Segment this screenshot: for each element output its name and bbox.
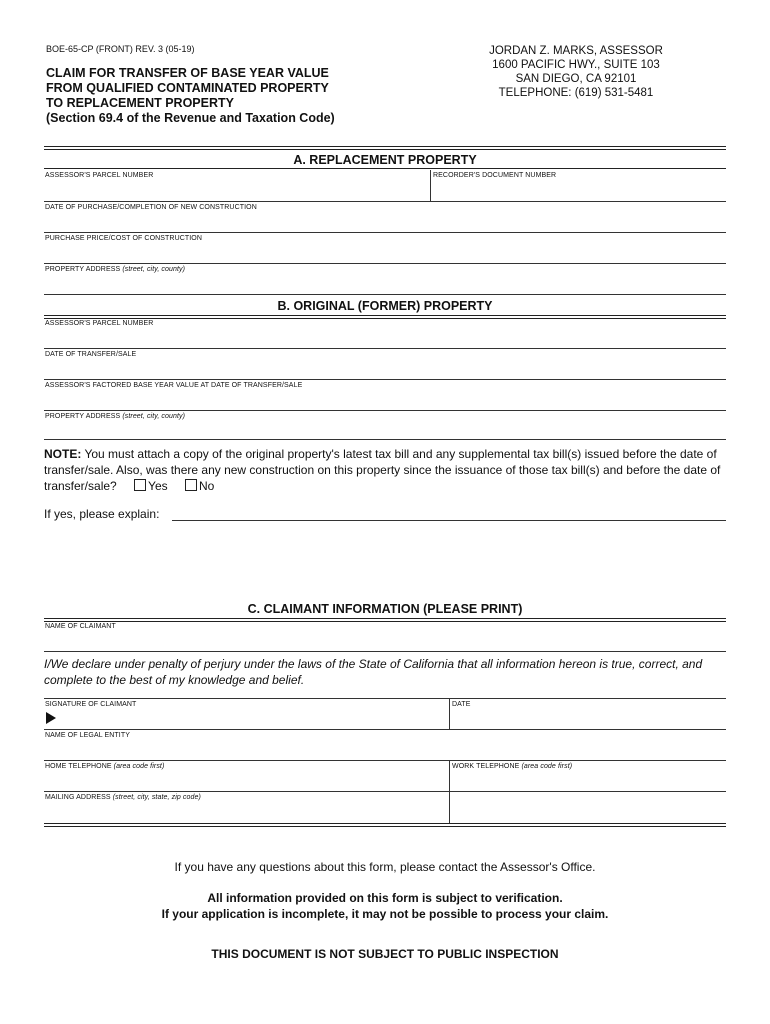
original-address-field[interactable] [44, 411, 726, 440]
field-label: DATE OF TRANSFER/SALE [45, 351, 137, 358]
title-line: TO REPLACEMENT PROPERTY [46, 96, 234, 110]
purchase-price-field[interactable] [44, 233, 726, 264]
work-telephone-field[interactable] [450, 761, 726, 792]
replacement-apn-field[interactable] [44, 170, 430, 202]
label-hint: (street, city, county) [122, 413, 186, 420]
explain-input-line[interactable] [172, 520, 726, 521]
contact-text: If you have any questions about this form, please contact the Assessor's Office. [174, 860, 596, 874]
form-id: BOE-65-CP (FRONT) REV. 3 (05-19) [46, 44, 195, 54]
field-label: ASSESSOR'S PARCEL NUMBER [45, 320, 154, 327]
mailing-address-field[interactable] [44, 792, 449, 823]
title-line: FROM QUALIFIED CONTAMINATED PROPERTY [46, 81, 329, 95]
label-hint: (area code first) [113, 763, 165, 770]
no-label: No [198, 479, 215, 493]
original-apn-field[interactable] [44, 318, 726, 349]
recorder-document-field[interactable] [431, 170, 726, 202]
label-text: PROPERTY ADDRESS [45, 266, 121, 273]
field-label: RECORDER'S DOCUMENT NUMBER [433, 172, 557, 179]
declaration-text: I/We declare under penalty of perjury under the laws of the State of California that all information hereon is true, correct, and complete to the best of my knowledge and belief. [44, 657, 703, 687]
field-label: ASSESSOR'S FACTORED BASE YEAR VALUE AT DATE OF TRANSFER/SALE [45, 382, 303, 389]
field-label: NAME OF LEGAL ENTITY [45, 732, 130, 739]
incomplete-warning: If your application is incomplete, it may not be possible to process your claim. [161, 907, 609, 921]
label-text: PROPERTY ADDRESS [45, 413, 121, 420]
signature-arrow-icon [46, 712, 56, 724]
section-b-title: B. ORIGINAL (FORMER) PROPERTY [277, 299, 493, 313]
note-paragraph [44, 446, 726, 494]
no-checkbox[interactable] [185, 479, 197, 491]
field-label [45, 763, 164, 770]
assessor-line: SAN DIEGO, CA 92101 [515, 73, 637, 85]
section-divider [44, 146, 726, 150]
field-label [45, 266, 185, 273]
public-inspection-notice: THIS DOCUMENT IS NOT SUBJECT TO PUBLIC INSPECTION [211, 947, 559, 961]
field-label: NAME OF CLAIMANT [45, 623, 116, 630]
label-text: MAILING ADDRESS [45, 794, 111, 801]
field-label [452, 763, 572, 770]
signature-field[interactable] [44, 699, 449, 730]
label-text: WORK TELEPHONE [452, 763, 520, 770]
field-label: SIGNATURE OF CLAIMANT [45, 701, 137, 708]
note-text: You must attach a copy of the original property's latest tax bill and any supplemental tax bill(s) issued before the date of transfer/sale. Also, was there any new construction on this property since the issuance of those tax bill(s) and before the date of transfer/sale? [44, 447, 721, 493]
assessor-line: TELEPHONE: (619) 531-5481 [498, 87, 654, 99]
field-label: DATE OF PURCHASE/COMPLETION OF NEW CONSTRUCTION [45, 204, 257, 211]
section-c-title: C. CLAIMANT INFORMATION (PLEASE PRINT) [247, 602, 523, 616]
replacement-address-field[interactable] [44, 264, 726, 295]
field-label: DATE [452, 701, 471, 708]
verification-text: All information provided on this form is subject to verification. [207, 891, 563, 905]
label-text: HOME TELEPHONE [45, 763, 112, 770]
section-a-title: A. REPLACEMENT PROPERTY [293, 153, 477, 167]
claimant-name-field[interactable] [44, 621, 726, 652]
yes-checkbox[interactable] [134, 479, 146, 491]
field-label: PURCHASE PRICE/COST OF CONSTRUCTION [45, 235, 202, 242]
title-line: CLAIM FOR TRANSFER OF BASE YEAR VALUE [46, 66, 329, 80]
title-line: (Section 69.4 of the Revenue and Taxation Code) [46, 111, 335, 125]
home-telephone-field[interactable] [44, 761, 449, 792]
transfer-date-field[interactable] [44, 349, 726, 380]
label-hint: (street, city, state, zip code) [112, 794, 201, 801]
assessor-line: 1600 PACIFIC HWY., SUITE 103 [492, 59, 660, 71]
purchase-date-field[interactable] [44, 202, 726, 233]
assessor-line: JORDAN Z. MARKS, ASSESSOR [489, 45, 663, 57]
yes-label: Yes [148, 479, 168, 493]
label-hint: (street, city, county) [122, 266, 186, 273]
assessor-address [476, 44, 676, 100]
field-label [45, 794, 201, 801]
field-label [45, 413, 185, 420]
section-divider [44, 823, 726, 827]
explain-label: If yes, please explain: [44, 507, 160, 521]
signature-date-field[interactable] [450, 699, 726, 730]
form-title [46, 66, 335, 126]
factored-value-field[interactable] [44, 380, 726, 411]
field-label: ASSESSOR'S PARCEL NUMBER [45, 172, 154, 179]
legal-entity-field[interactable] [44, 730, 726, 761]
label-hint: (area code first) [521, 763, 573, 770]
note-lead: NOTE: [44, 447, 82, 461]
